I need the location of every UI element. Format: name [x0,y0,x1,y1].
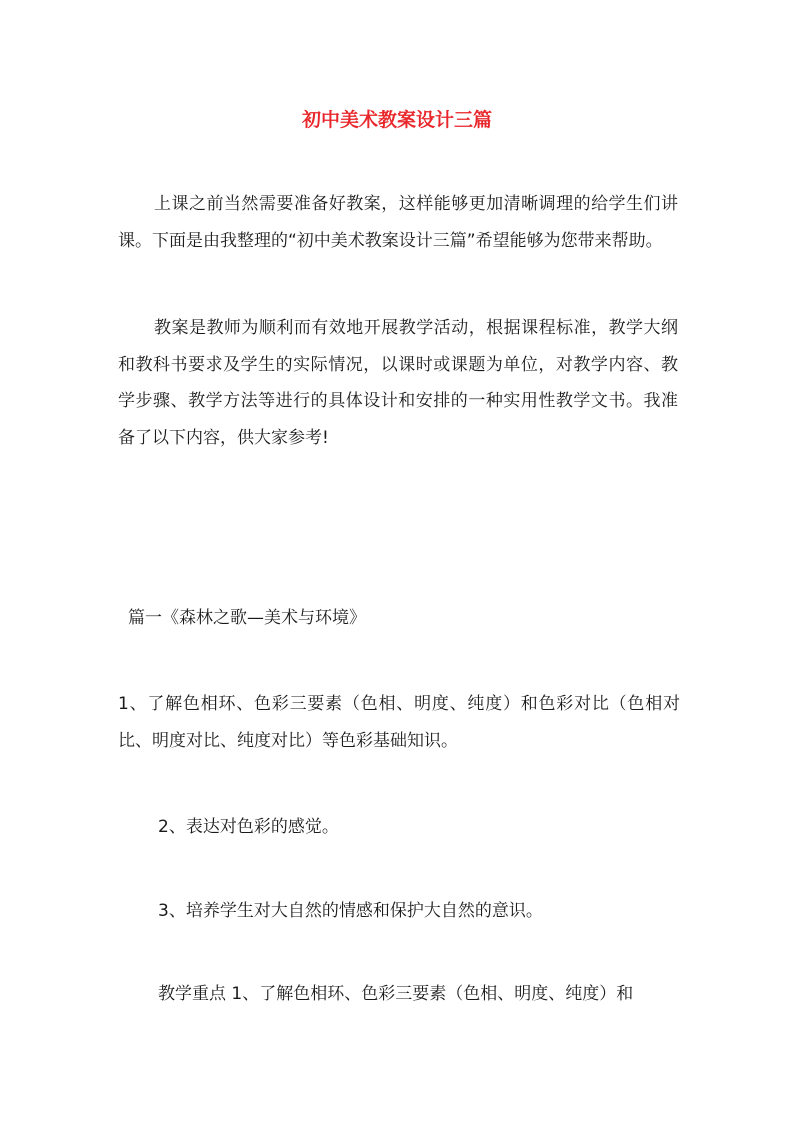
document-title: 初中美术教案设计三篇 [301,109,492,131]
list-item-1: 1、了解色相环、色彩三要素（色相、明度、纯度）和色彩对比（色相对比、明度对比、纯度对比）等色彩基础知识。 [118,694,680,751]
intro-paragraph-2: 教案是教师为顺利而有效地开展教学活动，根据课程标准，教学大纲和教科书要求及学生的实际情况，以课时或课题为单位，对教学内容、教学步骤、教学方法等进行的具体设计和安排的一种实用性教学文书。我准备了以下内容，供大家参考! [118,318,678,448]
intro-paragraph-1: 上课之前当然需要准备好教案，这样能够更加清晰调理的给学生们讲课。下面是由我整理的“初中美术教案设计三篇”希望能够为您带来帮助。 [118,194,678,251]
list-item-2: 2、表达对色彩的感觉。 [158,817,339,837]
list-item-3: 3、培养学生对大自然的情感和保护大自然的意识。 [158,901,543,921]
section-heading: 篇一《森林之歌—美术与环境》 [128,608,366,628]
key-points-line: 教学重点 1、了解色相环、色彩三要素（色相、明度、纯度）和 [158,984,634,1004]
